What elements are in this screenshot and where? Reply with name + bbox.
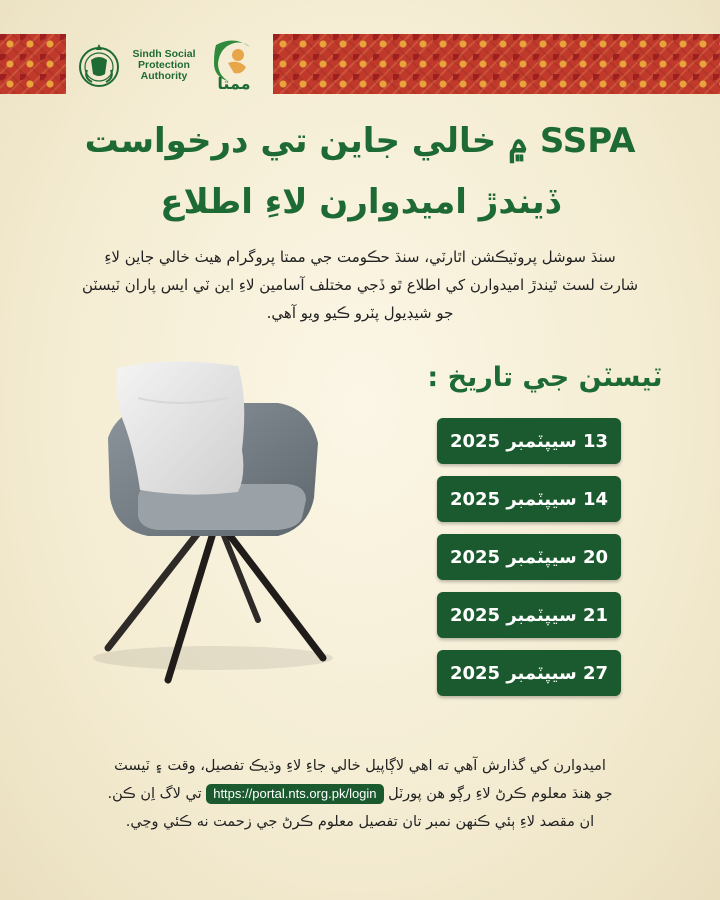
footer-line2 bbox=[40, 780, 680, 808]
footer-line2-after: تي لاگ اِن ڪن. bbox=[107, 786, 202, 802]
test-date-item: 27 سيپٽمبر 2025 bbox=[437, 650, 621, 696]
test-date-list bbox=[437, 418, 621, 708]
test-date-item: 13 سيپٽمبر 2025 bbox=[437, 418, 621, 464]
authority-name-line3: Authority bbox=[140, 69, 188, 82]
mamta-logo-text: ممتا bbox=[217, 74, 251, 93]
page-title-line1: SSPA ۾ خالي جاين تي درخواست bbox=[84, 121, 636, 161]
intro-line3: جو شيڊيول پٽرو ڪيو ويو آهي. bbox=[266, 304, 454, 322]
test-date-item: 20 سيپٽمبر 2025 bbox=[437, 534, 621, 580]
intro-paragraph bbox=[60, 243, 660, 327]
testing-dates-heading: ٽيسٽن جي تاريخ : bbox=[427, 362, 663, 393]
government-emblem-icon bbox=[74, 40, 124, 90]
intro-line2: شارٽ لسٽ ٿيندڙ اميدوارن کي اطلاع ٿو ڏجي مختلف آسامين لاءِ اين ٽي ايس پاران ٽيسٽن bbox=[81, 276, 639, 294]
authority-name-line1: Sindh Social bbox=[132, 47, 196, 60]
authority-name-line2: Protection bbox=[138, 58, 190, 71]
intro-line1: سنڌ سوشل پروٽيڪشن اٿارٽي، سنڌ حڪومت جي ممتا پروگرام هيٺ خالي جاين لاءِ bbox=[104, 248, 616, 266]
footer-line3: ان مقصد لاءِ ٻئي ڪنهن نمبر تان تفصيل معلوم ڪرڻ جي زحمت نه ڪئي وڃي. bbox=[125, 814, 595, 830]
footer-line2-before: جو هنڌ معلوم ڪرڻ لاءِ رڳو هن پورٽل bbox=[388, 786, 613, 802]
footer-line1: اميدوارن کي گذارش آهي ته اهي لاڳاپيل خالي جاءِ لاءِ وڌيڪ تفصيل، وقت ۽ ٽيسٽ bbox=[114, 758, 606, 774]
mamta-logo-icon bbox=[204, 37, 264, 93]
footer-instructions bbox=[40, 752, 680, 836]
decorative-banner-right bbox=[273, 34, 720, 94]
test-date-item: 21 سيپٽمبر 2025 bbox=[437, 592, 621, 638]
test-date-item: 14 سيپٽمبر 2025 bbox=[437, 476, 621, 522]
page-title-line2: ڏيندڙ اميدوارن لاءِ اطلاع bbox=[160, 182, 560, 222]
decorative-banner-left bbox=[0, 34, 66, 94]
authority-name bbox=[128, 49, 200, 82]
chair-image bbox=[78, 358, 348, 688]
portal-link[interactable]: https://portal.nts.org.pk/login bbox=[206, 784, 383, 804]
header-logos bbox=[74, 36, 268, 94]
